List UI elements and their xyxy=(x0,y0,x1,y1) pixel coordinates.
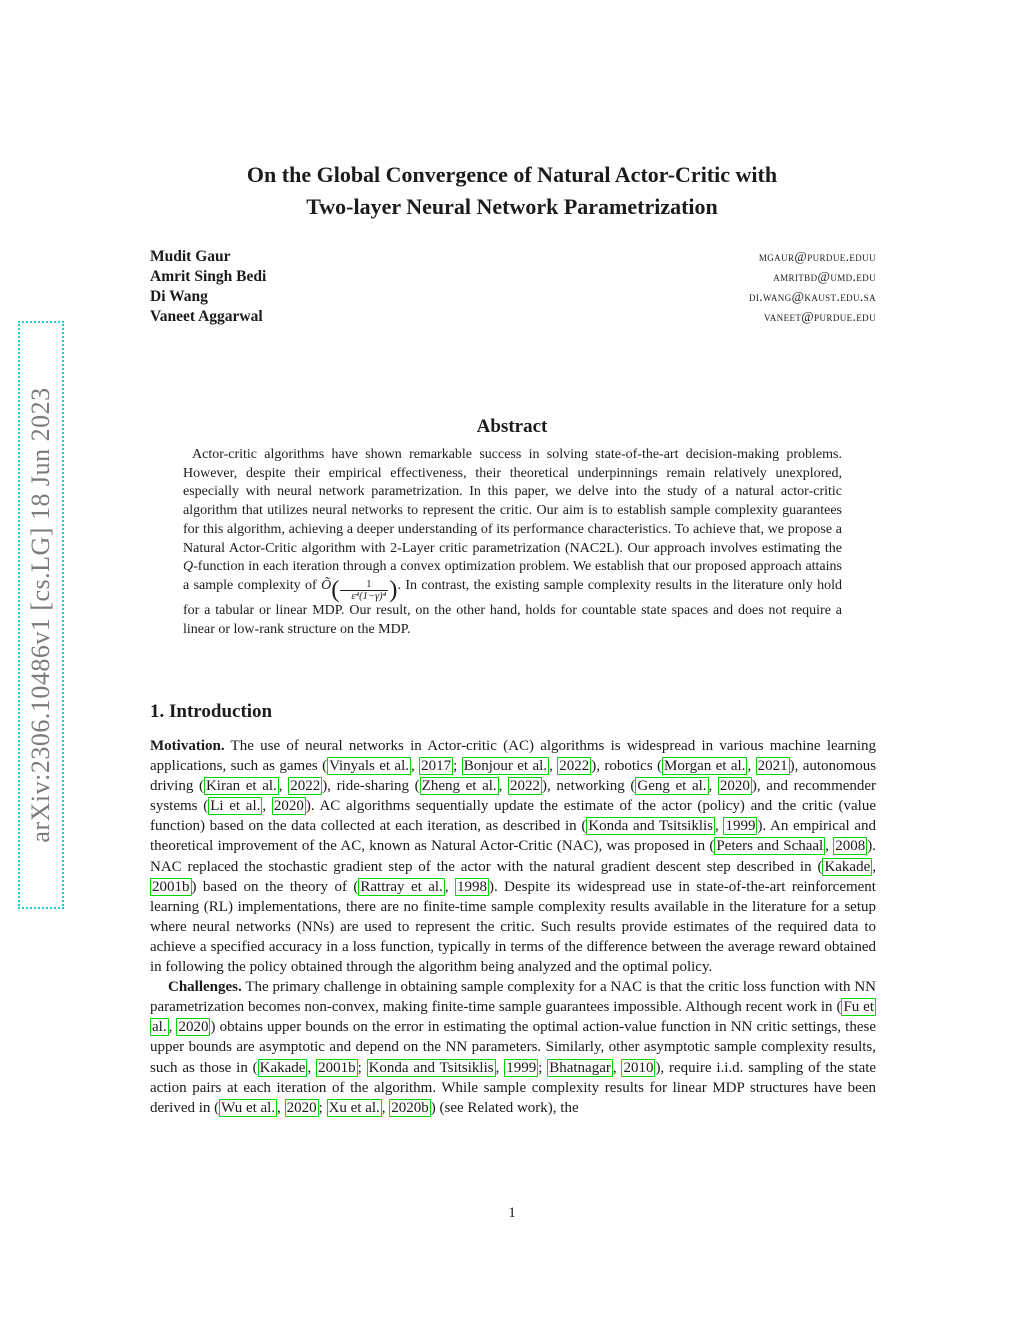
paren-open: ( xyxy=(331,575,340,603)
citation-link[interactable]: Konda and Tsitsiklis xyxy=(588,818,713,835)
paper-title xyxy=(0,159,1024,223)
citation-link[interactable]: Peters and Schaal xyxy=(716,838,824,855)
citation-link[interactable]: Wu et al. xyxy=(221,1099,276,1116)
author-name: Vaneet Aggarwal xyxy=(150,308,263,325)
citation-link[interactable]: 2022 xyxy=(559,758,590,775)
author-name: Mudit Gaur xyxy=(150,248,231,265)
math-symbol: Õ xyxy=(321,577,332,593)
author-row xyxy=(150,248,876,268)
paragraph-motivation: Motivation. The use of neural networks in Actor-critic (AC) algorithms is widespread in various machine learning applications, such as games ( Vinyals et al. , 2017 ; Bonjour et al. , 2022 ), robotics ( Morgan et al. , 2021 ), autonomous driving ( Kiran et al. , 2022 ), ride-sharing ( Zheng et al. , 2022 ), networking ( Geng et al. , 2020 ), and recommender systems ( Li et al. , 2020 ). AC algorithms sequentially update the estimate of the actor (policy) and the critic (value function) based on the data collected at each iteration, as described in ( Konda and Tsitsiklis , 1999 ). An empirical and theoretical improvement of the AC, known as Natural Actor-Critic (NAC), was proposed in ( Peters and Schaal , 2008 ). NAC replaced the stochastic gradient step of the actor with the natural gradient descent step described in ( Kakade , 2001b ) based on the theory of ( Rattray et al. , 1998 ). Despite its widespread use in state-of-the-art reinforcement learning (RL) implementations, there are no finite-time sample complexity results available in the literature for a setup where neural networks (NNs) are used to represent the critic. Such results provide estimates of the required data to achieve a specified accuracy in a loss function, typically in terms of the difference between the average reward obtained in following the policy obtained through the algorithm being analyzed and the optimal policy. xyxy=(150,738,877,976)
author-email: vaneet@purdue.edu xyxy=(764,309,876,324)
citation-link[interactable]: Bonjour et al. xyxy=(463,758,548,775)
citation-link[interactable]: 1998 xyxy=(457,878,487,895)
citation-link[interactable]: 2001b xyxy=(152,878,190,895)
author-email: di.wang@kaust.edu.sa xyxy=(748,289,876,304)
citation-link[interactable]: Zheng et al. xyxy=(421,778,497,795)
citation-link[interactable]: 2022 xyxy=(290,778,321,795)
citation-link[interactable]: Geng et al. xyxy=(637,778,707,795)
fraction-denominator: ε⁴(1−γ)⁴ xyxy=(340,590,388,602)
citation-link[interactable]: 2020 xyxy=(719,778,750,795)
citation-link[interactable]: 2022 xyxy=(510,778,541,795)
abstract-heading: Abstract xyxy=(476,416,548,437)
author-block xyxy=(150,248,876,328)
citation-link[interactable]: Konda and Tsitsiklis xyxy=(368,1059,494,1076)
citation-link[interactable]: 2021 xyxy=(757,758,788,775)
citation-link[interactable]: Vinyals et al. xyxy=(329,758,410,775)
abstract-text: Actor-critic algorithms have shown remarkable success in solving state-of-the-art decision-making problems. However, despite their empirical effectiveness, their theoretical underpinnings remain relatively unexplored, especially with neural network parametrization. In this paper, we delve into the study of a natural actor-critic algorithm that utilizes neural networks to represent the critic. Our aim is to establish sample complexity guarantees for this algorithm, achieving a deeper understanding of its performance characteristics. To achieve that, we propose a Natural Actor-Critic algorithm with 2-Layer critic parametrization (NAC2L). Our approach involves estimating the Q-function in each iteration through a convex optimization problem. We establish that our proposed approach attains a sample complexity of Õ( $\frac{1}{\text{ε⁴(1−γ)⁴}}$ ). In contrast, the existing sample complexity results in the literature only hold for a tabular or linear MDP. Our result, on the other hand, holds for countable state spaces and does not require a linear or low-rank structure on the MDP. xyxy=(183,447,842,638)
author-row xyxy=(150,308,876,328)
arxiv-banner xyxy=(18,321,64,909)
author-name: Di Wang xyxy=(150,288,208,305)
citation-link[interactable]: 2010 xyxy=(623,1059,654,1076)
citation-link[interactable]: Bhatnagar xyxy=(549,1059,611,1076)
paragraph-challenges: Challenges. The primary challenge in obtaining sample complexity for a NAC is that the critic loss function with NN parametrization becomes non-convex, making finite-time sample guarantees impossible. Although recent work in ( Fu et al. , 2020 ) obtains upper bounds on the error in estimating the optimal action-value function in NN critic settings, these upper bounds are asymptotic and depend on the NN parameters. Similarly, other asymptotic sample complexity results, such as those in ( Kakade , 2001b ; Konda and Tsitsiklis , 1999 ; Bhatnagar , 2010 ), require i.i.d. sampling of the state action pairs at each iteration of the algorithm. While sample complexity results for linear MDP structures have been derived in ( Wu et al. , 2020 ; Xu et al. , 2020b ) (see Related work), the xyxy=(150,979,877,1116)
citation-link[interactable]: 2020 xyxy=(178,1019,209,1036)
author-row xyxy=(150,268,876,288)
citation-link[interactable]: Kakade xyxy=(259,1059,306,1076)
citation-link[interactable]: Xu et al. xyxy=(328,1099,380,1116)
paren-close: ) xyxy=(389,575,398,603)
author-name: Amrit Singh Bedi xyxy=(150,268,267,285)
fraction-numerator: 1 xyxy=(366,579,372,591)
paper-title-line2: Two-layer Neural Network Parametrization xyxy=(306,194,718,219)
math-symbol: Q xyxy=(183,559,194,575)
section-heading-introduction: 1. Introduction xyxy=(150,701,273,722)
citation-link[interactable]: Kiran et al. xyxy=(205,778,277,795)
page-number: 1 xyxy=(508,1205,516,1221)
citation-link[interactable]: Morgan et al. xyxy=(664,758,746,775)
citation-link[interactable]: 1999 xyxy=(506,1059,537,1076)
author-row xyxy=(150,288,876,308)
author-email: amritbd@umd.edu xyxy=(773,269,876,284)
citation-link[interactable]: 1999 xyxy=(725,818,756,835)
citation-link[interactable]: 2001b xyxy=(318,1059,356,1076)
citation-link[interactable]: 2020b xyxy=(391,1099,429,1116)
fraction xyxy=(340,579,388,602)
citation-link[interactable]: Li et al. xyxy=(210,798,261,815)
introduction-body xyxy=(150,736,876,1118)
citation-link[interactable]: 2020 xyxy=(286,1099,317,1116)
paper-title-line1: On the Global Convergence of Natural Actor-Critic with xyxy=(246,162,778,187)
citation-link[interactable]: 2017 xyxy=(421,758,452,775)
paragraph-lead-label: Challenges. xyxy=(168,979,242,996)
citation-link[interactable]: Rattray et al. xyxy=(360,878,443,895)
arxiv-identifier-text: arXiv:2306.10486v1 [cs.LG] 18 Jun 2023 xyxy=(26,387,55,843)
citation-link[interactable]: 2008 xyxy=(835,838,866,855)
citation-link[interactable]: Kakade xyxy=(824,858,871,875)
citation-link[interactable]: 2020 xyxy=(273,798,304,815)
author-email: mgaur@purdue.eduu xyxy=(758,249,876,264)
paragraph-lead-label: Motivation. xyxy=(150,738,225,754)
citation-link[interactable]: Fu et al. xyxy=(152,999,875,1036)
